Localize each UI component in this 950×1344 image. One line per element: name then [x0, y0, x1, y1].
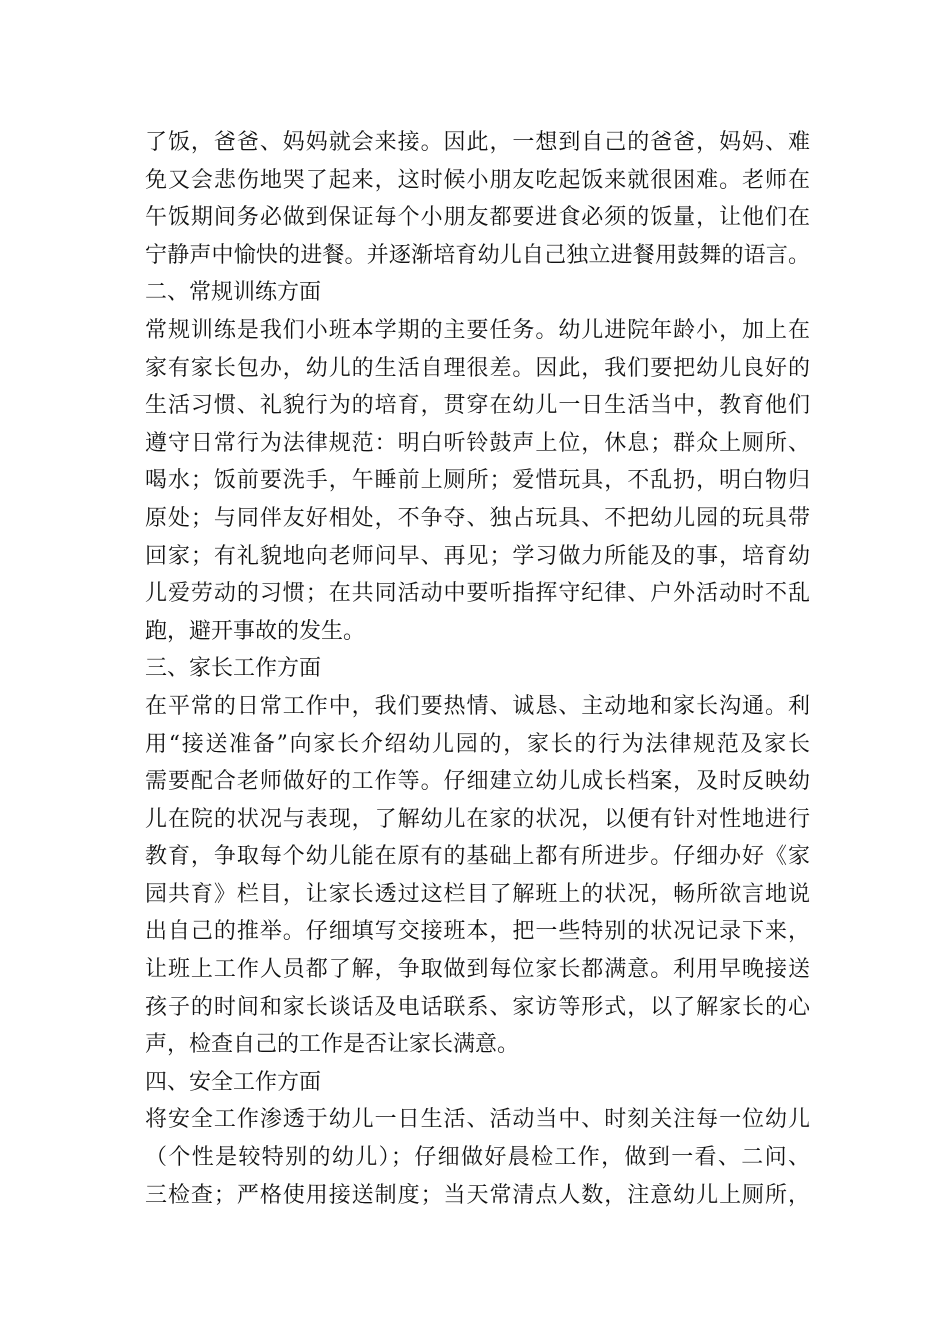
text-line: 在平常的日常工作中，我们要热情、诚恳、主动地和家长沟通。利 — [145, 693, 810, 719]
text-line: 孩子的时间和家长谈话及电话联系、家访等形式，以了解家长的心 — [145, 994, 810, 1020]
text-line: 回家；有礼貌地向老师问早、再见；学习做力所能及的事，培育幼 — [145, 543, 810, 569]
text-line: 用“接送准备”向家长介绍幼儿园的，家长的行为法律规范及家长 — [145, 731, 810, 757]
text-line: 儿在院的状况与表现，了解幼儿在家的状况，以便有针对性地进行 — [145, 806, 810, 832]
text-line: 声，检查自己的工作是否让家长满意。 — [145, 1032, 520, 1058]
text-line: 教育，争取每个幼儿能在原有的基础上都有所进步。仔细办好《家 — [145, 844, 810, 870]
text-line: 遵守日常行为法律规范：明白听铃鼓声上位，休息；群众上厕所、 — [145, 430, 810, 456]
text-line: 将安全工作渗透于幼儿一日生活、活动当中、时刻关注每一位幼儿 — [145, 1107, 810, 1133]
text-line: 二、常规训练方面 — [145, 280, 322, 306]
text-line: 三、家长工作方面 — [145, 656, 322, 682]
text-line: 三检查；严格使用接送制度；当天常清点人数，注意幼儿上厕所， — [145, 1182, 810, 1208]
text-line: 午饭期间务必做到保证每个小朋友都要进食必须的饭量，让他们在 — [145, 205, 810, 231]
text-line: 儿爱劳动的习惯；在共同活动中要听指挥守纪律、户外活动时不乱 — [145, 581, 810, 607]
text-line: 需要配合老师做好的工作等。仔细建立幼儿成长档案，及时反映幼 — [145, 769, 810, 795]
text-line: 免又会悲伤地哭了起来，这时候小朋友吃起饭来就很困难。老师在 — [145, 167, 810, 193]
document-body — [145, 124, 810, 1214]
text-line: （个性是较特别的幼儿）；仔细做好晨检工作，做到一看、二问、 — [145, 1145, 810, 1171]
text-line: 生活习惯、礼貌行为的培育，贯穿在幼儿一日生活当中，教育他们 — [145, 393, 810, 419]
text-line: 宁静声中愉快的进餐。并逐渐培育幼儿自己独立进餐用鼓舞的语言。 — [145, 242, 810, 268]
text-line: 跑，避开事故的发生。 — [145, 618, 366, 644]
text-line: 家有家长包办，幼儿的生活自理很差。因此，我们要把幼儿良好的 — [145, 355, 810, 381]
text-line: 常规训练是我们小班本学期的主要任务。幼儿进院年龄小，加上在 — [145, 317, 810, 343]
text-line: 出自己的推举。仔细填写交接班本，把一些特别的状况记录下来， — [145, 919, 810, 945]
text-line: 原处；与同伴友好相处，不争夺、独占玩具、不把幼儿园的玩具带 — [145, 505, 810, 531]
text-line: 让班上工作人员都了解，争取做到每位家长都满意。利用早晚接送 — [145, 957, 810, 983]
text-line: 了饭，爸爸、妈妈就会来接。因此，一想到自己的爸爸，妈妈、难 — [145, 130, 810, 155]
text-line: 园共育》栏目，让家长透过这栏目了解班上的状况，畅所欲言地说 — [145, 881, 810, 907]
text-line: 喝水；饭前要洗手，午睡前上厕所；爱惜玩具，不乱扔，明白物归 — [145, 468, 810, 494]
text-line: 四、安全工作方面 — [145, 1069, 322, 1095]
